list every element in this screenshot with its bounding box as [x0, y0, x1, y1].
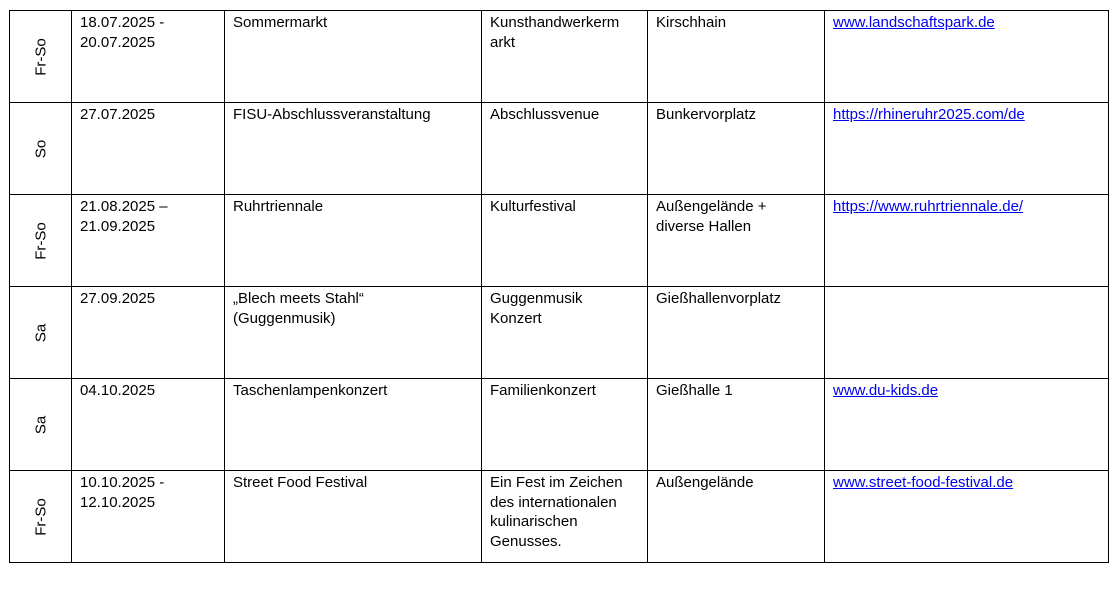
event-link[interactable]: www.street-food-festival.de — [833, 474, 1014, 491]
event-type-cell: Abschlussvenue — [482, 103, 648, 195]
table-row — [10, 287, 1109, 379]
day-label: Sa — [31, 323, 49, 342]
date-cell: 04.10.2025 — [72, 379, 225, 471]
event-name-cell: Taschenlampenkonzert — [225, 379, 482, 471]
location-cell: Kirschhain — [648, 11, 825, 103]
table-row — [10, 195, 1109, 287]
event-name-cell: „Blech meets Stahl“ (Guggenmusik) — [225, 287, 482, 379]
location-cell: Bunkervorplatz — [648, 103, 825, 195]
day-label: Fr-So — [31, 497, 49, 536]
event-link[interactable]: https://www.ruhrtriennale.de/ — [833, 198, 1024, 215]
event-name-cell: Street Food Festival — [225, 471, 482, 563]
table-row — [10, 471, 1109, 563]
event-link[interactable]: www.du-kids.de — [833, 382, 939, 399]
link-cell — [825, 103, 1109, 195]
event-link[interactable]: https://rhineruhr2025.com/de — [833, 106, 1025, 123]
link-cell — [825, 379, 1109, 471]
event-type-cell: Guggenmusik Konzert — [482, 287, 648, 379]
table-row — [10, 103, 1109, 195]
day-cell — [10, 471, 72, 563]
link-cell — [825, 471, 1109, 563]
event-type-cell: Kunsthandwerkerm arkt — [482, 11, 648, 103]
day-cell — [10, 287, 72, 379]
day-cell — [10, 195, 72, 287]
day-cell — [10, 379, 72, 471]
day-label: Sa — [31, 415, 49, 434]
link-cell — [825, 287, 1109, 379]
date-cell: 10.10.2025 - 12.10.2025 — [72, 471, 225, 563]
day-cell — [10, 103, 72, 195]
table-row — [10, 11, 1109, 103]
day-label: So — [31, 139, 49, 158]
event-link[interactable]: www.landschaftspark.de — [833, 14, 995, 31]
event-name-cell: Ruhrtriennale — [225, 195, 482, 287]
date-cell: 27.07.2025 — [72, 103, 225, 195]
event-type-cell: Familienkonzert — [482, 379, 648, 471]
day-cell — [10, 11, 72, 103]
location-cell: Gießhalle 1 — [648, 379, 825, 471]
date-cell: 18.07.2025 - 20.07.2025 — [72, 11, 225, 103]
date-cell: 21.08.2025 – 21.09.2025 — [72, 195, 225, 287]
location-cell: Außengelände + diverse Hallen — [648, 195, 825, 287]
link-cell — [825, 11, 1109, 103]
day-label: Fr-So — [31, 221, 49, 260]
link-cell — [825, 195, 1109, 287]
event-type-cell: Kulturfestival — [482, 195, 648, 287]
date-cell: 27.09.2025 — [72, 287, 225, 379]
location-cell: Gießhallenvorplatz — [648, 287, 825, 379]
day-label: Fr-So — [31, 37, 49, 76]
events-table — [9, 10, 1109, 563]
location-cell: Außengelände — [648, 471, 825, 563]
event-type-cell: Ein Fest im Zeichen des internationalen kulinarischen Genusses. — [482, 471, 648, 563]
event-name-cell: FISU-Abschlussveranstaltung — [225, 103, 482, 195]
table-row — [10, 379, 1109, 471]
event-name-cell: Sommermarkt — [225, 11, 482, 103]
